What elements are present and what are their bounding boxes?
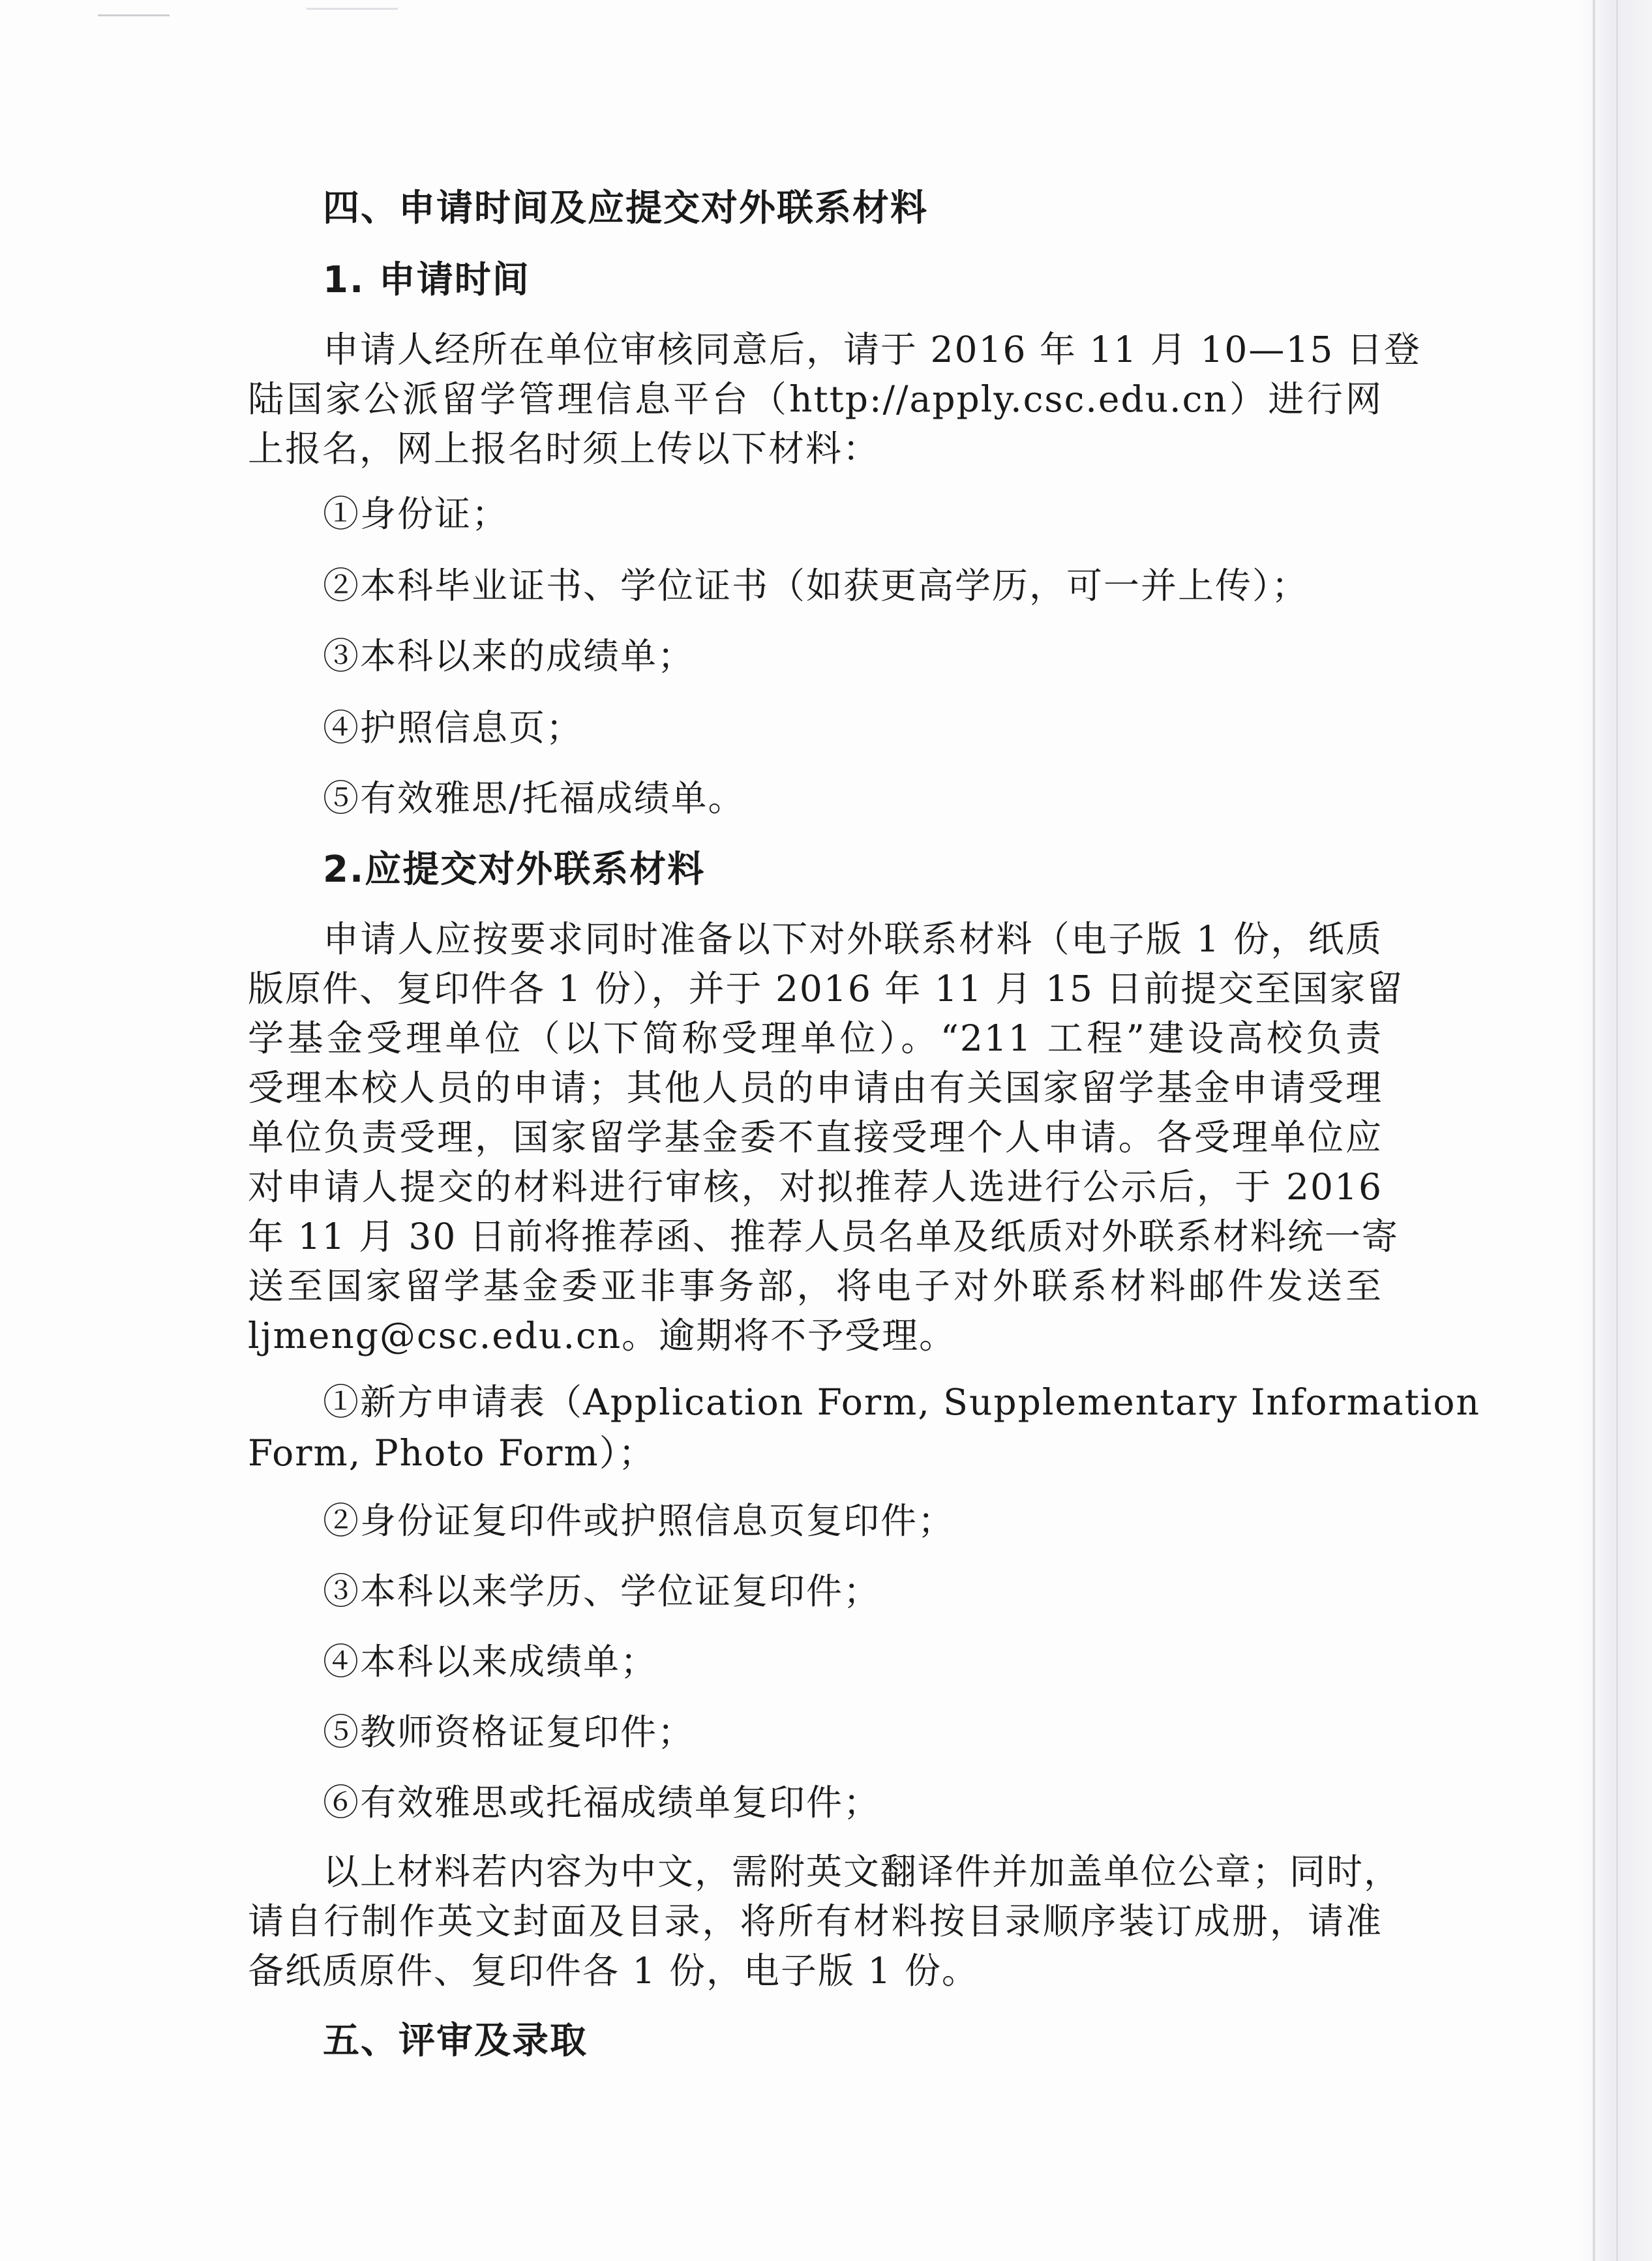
- list-item: ⑤有效雅思/托福成绩单。: [323, 777, 745, 819]
- paragraph-line: 请自行制作英文封面及目录，将所有材料按目录顺序装订成册，请准: [248, 1900, 1383, 1942]
- paragraph-line: 申请人应按要求同时准备以下对外联系材料（电子版 1 份，纸质: [323, 918, 1383, 960]
- paragraph-line: 上报名，网上报名时须上传以下材料：: [248, 428, 880, 470]
- paragraph-line: 申请人经所在单位审核同意后，请于 2016 年 11 月 10—15 日登: [323, 329, 1421, 370]
- paragraph-line: 备纸质原件、复印件各 1 份，电子版 1 份。: [248, 1950, 979, 1992]
- list-item: ④护照信息页；: [323, 707, 584, 749]
- paragraph-line: 版原件、复印件各 1 份），并于 2016 年 11 月 15 日前提交至国家留: [248, 968, 1404, 1010]
- paragraph-line: 以上材料若内容为中文，需附英文翻译件并加盖单位公章；同时，: [323, 1851, 1402, 1893]
- section-heading: 五、评审及录取: [323, 2020, 588, 2062]
- list-item: ②本科毕业证书、学位证书（如获更高学历，可一并上传）；: [323, 565, 1309, 606]
- list-item: ②身份证复印件或护照信息页复印件；: [323, 1500, 955, 1542]
- paragraph-line: 送至国家留学基金委亚非事务部，将电子对外联系材料邮件发送至: [248, 1265, 1383, 1307]
- list-item: ①身份证；: [323, 493, 509, 535]
- paragraph-line: 陆国家公派留学管理信息平台（http://apply.csc.edu.cn）进行网: [248, 378, 1383, 420]
- paragraph-line: ljmeng@csc.edu.cn。逾期将不予受理。: [248, 1315, 957, 1356]
- list-item: ①新方申请表（Application Form, Supplementary Information: [323, 1381, 1480, 1423]
- subsection-heading: 1. 申请时间: [323, 259, 530, 301]
- paragraph-line: 年 11 月 30 日前将推荐函、推荐人员名单及纸质对外联系材料统一寄: [248, 1216, 1399, 1257]
- paragraph-line: 学基金受理单位（以下简称受理单位）。“211 工程”建设高校负责: [248, 1017, 1383, 1059]
- paragraph-line: 单位负责受理，国家留学基金委不直接受理个人申请。各受理单位应: [248, 1116, 1383, 1158]
- list-item: ④本科以来成绩单；: [323, 1641, 658, 1683]
- scan-edge-line: [1616, 0, 1618, 2261]
- list-item: ⑤教师资格证复印件；: [323, 1711, 695, 1753]
- list-item: Form, Photo Form）；: [248, 1432, 656, 1474]
- list-item: ⑥有效雅思或托福成绩单复印件；: [323, 1782, 881, 1823]
- list-item: ③本科以来的成绩单；: [323, 635, 695, 677]
- list-item: ③本科以来学历、学位证复印件；: [323, 1570, 881, 1612]
- scan-mark: [98, 14, 170, 16]
- scan-mark: [307, 8, 398, 10]
- section-heading: 四、申请时间及应提交对外联系材料: [323, 187, 928, 230]
- scan-edge-line: [1593, 0, 1595, 2261]
- paragraph-line: 对申请人提交的材料进行审核，对拟推荐人选进行公示后，于 2016: [248, 1166, 1383, 1208]
- paragraph-line: 受理本校人员的申请；其他人员的申请由有关国家留学基金申请受理: [248, 1067, 1383, 1109]
- subsection-heading: 2.应提交对外联系材料: [323, 848, 706, 891]
